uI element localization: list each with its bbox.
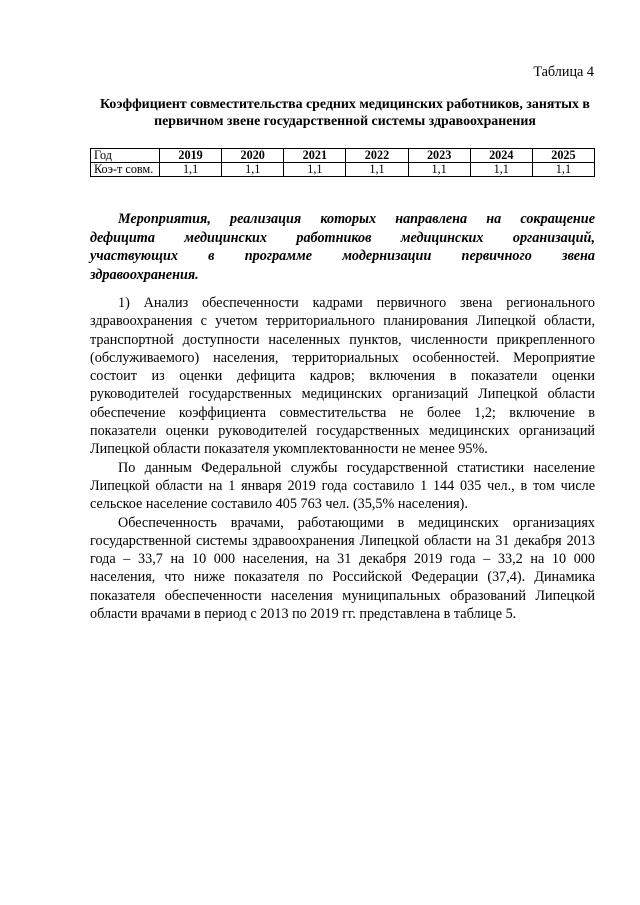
table-header-cell: 2024 [470,149,532,163]
table-header-row [91,149,595,163]
table-header-cell: 2025 [532,149,594,163]
body-text [90,294,595,623]
table-cell: 1,1 [346,163,408,177]
table-header-cell: 2022 [346,149,408,163]
table-row-label: Коэ-т совм. [91,163,160,177]
paragraph: По данным Федеральной службы государственной статистики население Липецкой области на 1 января 2019 года составило 1 144 035 чел., в том числе сельское население составило 405 763 чел. (35,5% населения). [90,459,595,513]
measures-heading-line: Мероприятия, реализация которых направлена на сокращение [118,211,595,227]
table-header-cell: 2019 [160,149,222,163]
table-cell: 1,1 [470,163,532,177]
table-header-cell: 2020 [222,149,284,163]
table-cell: 1,1 [160,163,222,177]
measures-heading-line: здравоохранения. [90,266,199,283]
table-number-label: Таблица 4 [533,64,594,80]
table-cell: 1,1 [284,163,346,177]
coefficient-table [90,148,595,177]
measures-heading-line: дефицита медицинских работников медицинских организаций, [90,229,595,246]
paragraph: Обеспеченность врачами, работающими в медицинских организациях государственной системы здравоохранения Липецкой области на 31 декабря 2013 года – 33,7 на 10 000 населения, на 31 декабря 2019 года – 33,2 на 10 000 населения, что ниже показателя по Российской Федерации (37,4). Динамика показателя обеспеченности населения муниципальных образований Липецкой области врачами в период с 2013 по 2019 гг. представлена в таблице 5. [90,514,595,623]
table-title: Коэффициент совместительства средних медицинских работников, занятых в первичном звене государственной системы здравоохранения [100,97,590,129]
measures-heading [90,210,595,284]
table-header-cell: Год [91,149,160,163]
paragraph: 1) Анализ обеспеченности кадрами первичного звена регионального здравоохранения с учетом территориального планирования Липецкой области, транспортной доступности населенных пунктов, численности прикрепленного (обслуживаемого) населения, территориальных особенностей. Мероприятие состоит из оценки дефицита кадров; включения в показатели оценки руководителей государственных медицинских организаций Липецкой области обеспечение коэффициента совместительства не более 1,2; включение в показатели оценки руководителей государственных медицинских организаций Липецкой области показателя укомплектованности не менее 95%. [90,295,595,458]
table-header-cell: 2021 [284,149,346,163]
table-cell: 1,1 [408,163,470,177]
measures-heading-line: участвующих в программе модернизации первичного звена [90,248,595,265]
table-header-cell: 2023 [408,149,470,163]
table-row [91,163,595,177]
table-cell: 1,1 [222,163,284,177]
table-cell: 1,1 [532,163,594,177]
